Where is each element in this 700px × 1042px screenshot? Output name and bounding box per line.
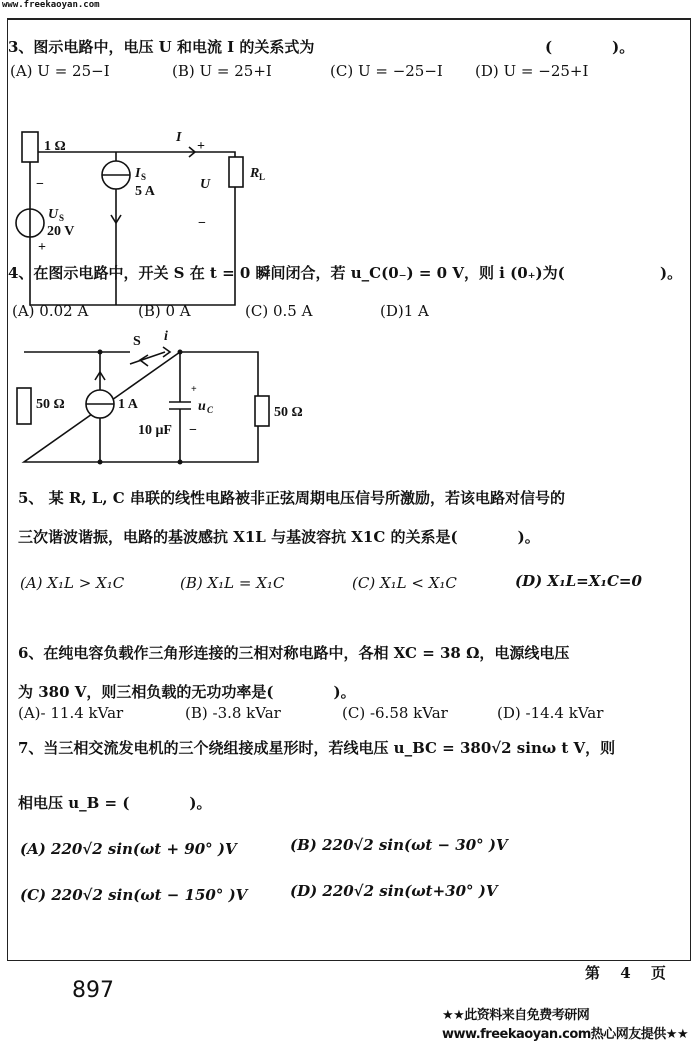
q3-option-c: (C) U = −25−I [330, 62, 443, 80]
q3-circuit-diagram [0, 95, 266, 255]
q4-option-b: (B) 0 A [138, 302, 191, 320]
current-i-label: i [164, 329, 168, 344]
q4-option-c: (C) 0.5 A [245, 302, 313, 320]
right-resistor-label: 50 Ω [274, 405, 303, 420]
q3-stem: 3、图示电路中，电压 U 和电流 I 的关系式为 [8, 38, 315, 56]
page-number: 第 4 页 [585, 964, 666, 982]
uc-plus: + [191, 384, 197, 395]
is-subscript: S [141, 172, 147, 182]
watermark-url: www.freekaoyan.com [2, 0, 100, 10]
uc-subscript: C [207, 405, 214, 415]
q6-option-a: (A)- 11.4 kVar [18, 704, 124, 722]
q6-option-d: (D) -14.4 kVar [497, 704, 604, 722]
q6-option-b: (B) -3.8 kVar [185, 704, 281, 722]
q5-line2: 三次谐波谐振，电路的基波感抗 X1L 与基波容抗 X1C 的关系是( )。 [18, 528, 540, 546]
q3-blank: ( )。 [545, 38, 635, 56]
u-plus: + [197, 139, 205, 154]
q4-option-d: (D)1 A [380, 302, 429, 320]
q5-option-b: (B) X₁L = X₁C [180, 574, 285, 592]
q7-line2: 相电压 u_B = ( )。 [18, 794, 212, 812]
voltage-u-label: U [200, 177, 211, 192]
q7-option-c: (C) 220√2 sin(ωt − 150° )V [20, 886, 248, 904]
us-minus: − [36, 177, 44, 192]
handwritten-number: 897 [72, 978, 114, 1003]
switch-s-label: S [133, 334, 141, 349]
q5-option-c: (C) X₁L < X₁C [352, 574, 457, 592]
q7-option-d: (D) 220√2 sin(ωt+30° )V [290, 882, 498, 900]
q7-option-b: (B) 220√2 sin(ωt − 30° )V [290, 836, 508, 854]
q3-option-d: (D) U = −25+I [475, 62, 589, 80]
q4-circuit-diagram [0, 329, 303, 470]
rl-subscript: L [259, 172, 266, 182]
current-source-label: 1 A [118, 397, 138, 412]
q5-line1: 5、 某 R, L, C 串联的线性电路被非正弦周期电压信号所激励，若该电路对信号的 [18, 489, 565, 507]
us-plus: + [38, 240, 46, 255]
is-value: 5 A [135, 184, 155, 199]
resistor-1ohm-label: 1 Ω [44, 139, 66, 154]
source-banner: ★★此资料来自免费考研网www.freekaoyan.com热心网友提供★★ [442, 1008, 689, 1042]
uc-label: u [198, 399, 206, 414]
rl-label: R [250, 166, 260, 181]
u-minus: − [198, 216, 206, 231]
q5-option-d: (D) X₁L=X₁C=0 [515, 572, 642, 590]
q6-line2: 为 380 V，则三相负载的无功功率是( )。 [18, 683, 356, 701]
q3-option-b: (B) U = 25+I [172, 62, 272, 80]
left-resistor-label: 50 Ω [36, 397, 65, 412]
q4-blank: )。 [600, 264, 683, 282]
q7-option-a: (A) 220√2 sin(ωt + 90° )V [20, 840, 237, 858]
uc-minus: − [189, 423, 197, 438]
q4-option-a: (A) 0.02 A [12, 302, 89, 320]
q3-option-a: (A) U = 25−I [10, 62, 110, 80]
us-label: U [48, 207, 59, 222]
q6-option-c: (C) -6.58 kVar [342, 704, 448, 722]
us-value: 20 V [47, 224, 75, 239]
is-label: I [135, 166, 141, 181]
capacitor-label: 10 μF [138, 423, 172, 438]
current-i-label: I [176, 130, 182, 145]
q6-line1: 6、在纯电容负载作三角形连接的三相对称电路中，各相 XC = 38 Ω，电源线电压 [18, 644, 570, 662]
q4-stem: 4、在图示电路中，开关 S 在 t = 0 瞬间闭合，若 u_C(0₋) = 0 V，则 i (0₊)为( [8, 264, 565, 282]
q5-option-a: (A) X₁L > X₁C [20, 574, 125, 592]
us-subscript: S [59, 213, 65, 223]
q7-line1: 7、当三相交流发电机的三个绕组接成星形时，若线电压 u_BC = 380√2 sinω t V，则 [18, 739, 616, 757]
